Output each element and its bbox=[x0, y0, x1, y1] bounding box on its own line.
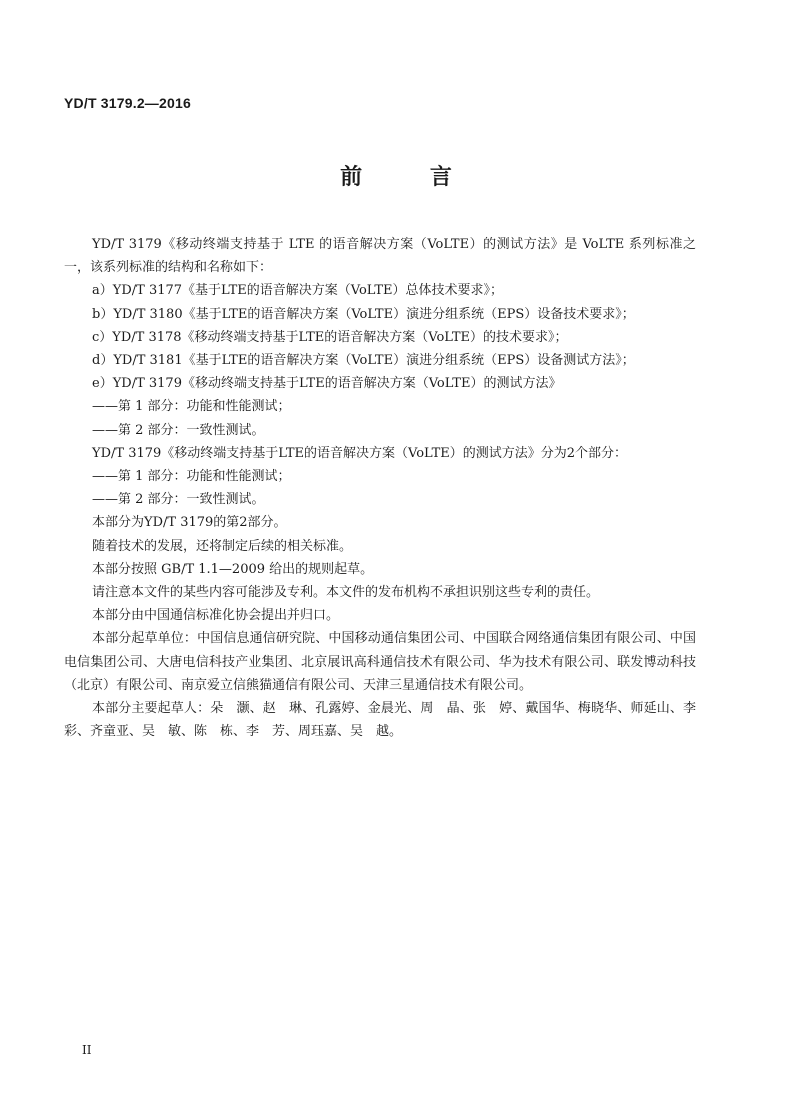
list-item-e-part2: ——第 2 部分：一致性测试。 bbox=[92, 422, 265, 438]
list-item-d: d）YD/T 3181《基于LTE的语音解决方案（VoLTE）演进分组系统（EPS）设备测试方法》； bbox=[92, 353, 635, 369]
drafters: 本部分主要起草人：朵 灏、赵 琳、孔露婷、金晨光、周 晶、张 婷、戴国华、梅晓华、师延山、李 彩、齐童亚、吴 敏、陈 栋、李 芳、周珏嘉、吴 越。 bbox=[64, 701, 710, 740]
drafting-rules-statement: 本部分按照 GB/T 1.1—2009 给出的规则起草。 bbox=[92, 561, 374, 577]
patent-notice: 请注意本文件的某些内容可能涉及专利。本文件的发布机构不承担识别这些专利的责任。 bbox=[92, 585, 600, 601]
parts-paragraph: YD/T 3179《移动终端支持基于LTE的语音解决方案（VoLTE）的测试方法》分为2个部分： bbox=[92, 445, 628, 461]
list-item-c: c）YD/T 3178《移动终端支持基于LTE的语音解决方案（VoLTE）的技术要求》； bbox=[92, 329, 568, 345]
parts-item-1: ——第 1 部分：功能和性能测试； bbox=[92, 469, 291, 485]
parts-item-2: ——第 2 部分：一致性测试。 bbox=[92, 492, 265, 508]
drafting-units: 本部分起草单位：中国信息通信研究院、中国移动通信集团公司、中国联合网络通信集团有限公司、中国电信集团公司、大唐电信科技产业集团、北京展讯高科通信技术有限公司、华为技术有限公司、联发博动科技（北京）有限公司、南京爱立信熊猫通信有限公司、天津三星通信技术有限公司。 bbox=[64, 631, 696, 693]
part-statement: 本部分为YD/T 3179的第2部分。 bbox=[92, 515, 287, 531]
future-statement: 随着技术的发展，还将制定后续的相关标准。 bbox=[92, 538, 353, 554]
standard-code: YD/T 3179.2—2016 bbox=[64, 95, 191, 111]
page-title: 前 言 bbox=[340, 164, 482, 190]
proposer-statement: 本部分由中国通信标准化协会提出并归口。 bbox=[92, 608, 340, 624]
list-item-a: a）YD/T 3177《基于LTE的语音解决方案（VoLTE）总体技术要求》； bbox=[92, 283, 504, 299]
page-number: II bbox=[82, 1043, 92, 1057]
list-item-b: b）YD/T 3180《基于LTE的语音解决方案（VoLTE）演进分组系统（EPS）设备技术要求》； bbox=[92, 306, 635, 322]
intro-paragraph: YD/T 3179《移动终端支持基于 LTE 的语音解决方案（VoLTE）的测试方法》是 VoLTE 系列标准之一，该系列标准的结构和名称如下： bbox=[64, 237, 696, 276]
list-item-e-part1: ——第 1 部分：功能和性能测试； bbox=[92, 399, 291, 415]
document-body bbox=[64, 233, 710, 743]
list-item-e: e）YD/T 3179《移动终端支持基于LTE的语音解决方案（VoLTE）的测试方法》 bbox=[92, 376, 562, 392]
